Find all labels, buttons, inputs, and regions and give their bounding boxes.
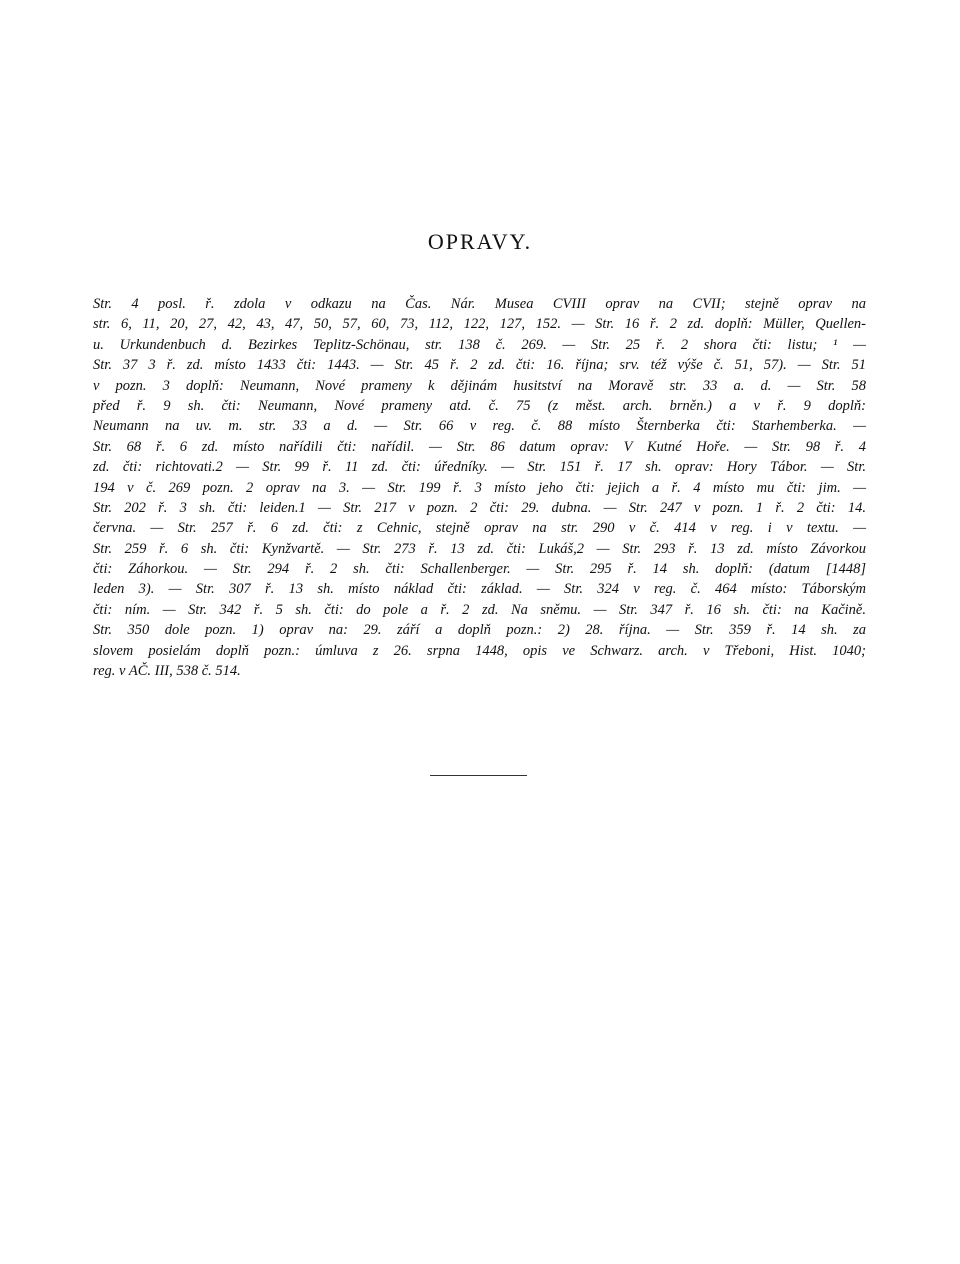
errata-line: 194 v č. 269 pozn. 2 oprav na 3. — Str. 199 ř. 3 místo jeho čti: jejich a ř. 4 místo mu čti: jim. — <box>93 479 866 496</box>
errata-text <box>93 294 866 681</box>
errata-line: Str. 37 3 ř. zd. místo 1433 čti: 1443. — Str. 45 ř. 2 zd. čti: 16. října; srv. též výše č. 51, 57). — Str. 51 <box>93 357 866 374</box>
errata-line: v pozn. 3 doplň: Neumann, Nové prameny k dějinám husitství na Moravě str. 33 a. d. — Str. 58 <box>93 377 866 394</box>
errata-line: Str. 4 posl. ř. zdola v odkazu na Čas. Nár. Musea CVIII oprav na CVII; stejně oprav na <box>93 296 866 312</box>
errata-line: června. — Str. 257 ř. 6 zd. čti: z Cehnic, stejně oprav na str. 290 v č. 414 v reg. i v textu. — <box>93 520 866 537</box>
errata-line: slovem posielám doplň pozn.: úmluva z 26. srpna 1448, opis ve Schwarz. arch. v Třeboni, Hist. 1040; <box>93 642 866 659</box>
errata-line: před ř. 9 sh. čti: Neumann, Nové prameny atd. č. 75 (z měst. arch. brněn.) a v ř. 9 doplň: <box>93 397 866 414</box>
errata-line: u. Urkundenbuch d. Bezirkes Teplitz-Schönau, str. 138 č. 269. — Str. 25 ř. 2 shora čti: listu; ¹ — <box>93 336 866 353</box>
errata-line: čti: ním. — Str. 342 ř. 5 sh. čti: do pole a ř. 2 zd. Na sněmu. — Str. 347 ř. 16 sh. čti: na Kačině. <box>93 601 866 618</box>
errata-line: Str. 68 ř. 6 zd. místo nařídili čti: nařídil. — Str. 86 datum oprav: V Kutné Hoře. — Str. 98 ř. 4 <box>93 438 866 455</box>
page-title: OPRAVY. <box>427 229 533 254</box>
errata-line: reg. v AČ. III, 538 č. 514. <box>93 663 241 680</box>
section-divider <box>430 775 527 776</box>
errata-line: leden 3). — Str. 307 ř. 13 sh. místo náklad čti: základ. — Str. 324 v reg. č. 464 místo: Táborským <box>93 581 866 598</box>
errata-line: Str. 350 dole pozn. 1) oprav na: 29. září a doplň pozn.: 2) 28. října. — Str. 359 ř. 14 sh. za <box>93 622 866 639</box>
errata-line: zd. čti: richtovati.2 — Str. 99 ř. 11 zd. čti: úředníky. — Str. 151 ř. 17 sh. oprav: Hory Tábor. — Str. <box>93 459 866 476</box>
errata-line: čti: Záhorkou. — Str. 294 ř. 2 sh. čti: Schallenberger. — Str. 295 ř. 14 sh. doplň: (datum [1448] <box>93 561 866 578</box>
errata-line: str. 6, 11, 20, 27, 42, 43, 47, 50, 57, 60, 73, 112, 122, 127, 152. — Str. 16 ř. 2 zd. doplň: Müller, Quellen- <box>93 316 866 333</box>
errata-line: Neumann na uv. m. str. 33 a d. — Str. 66 v reg. č. 88 místo Šternberka čti: Starhemberka. — <box>93 418 866 435</box>
errata-line: Str. 259 ř. 6 sh. čti: Kynžvartě. — Str. 273 ř. 13 zd. čti: Lukáš,2 — Str. 293 ř. 13 zd. místo Závorkou <box>93 540 866 557</box>
errata-line: Str. 202 ř. 3 sh. čti: leiden.1 — Str. 217 v pozn. 2 čti: 29. dubna. — Str. 247 v pozn. 1 ř. 2 čti: 14. <box>93 499 866 516</box>
